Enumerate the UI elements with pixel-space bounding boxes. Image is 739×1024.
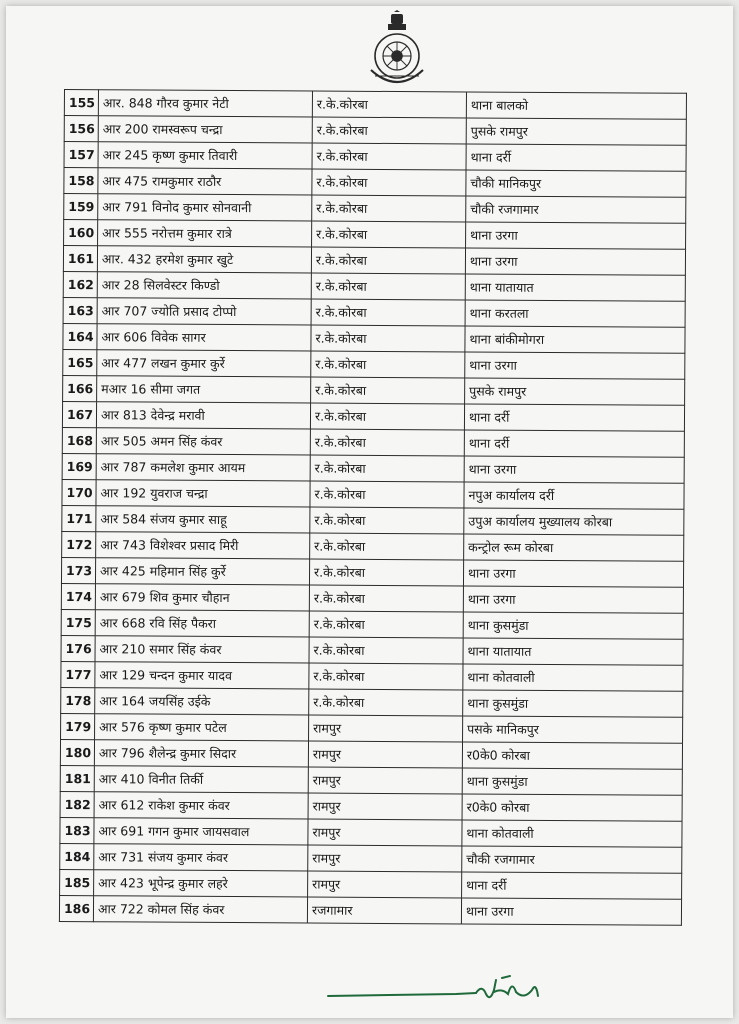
table-row	[62, 453, 684, 483]
serial-number-cell: 182	[60, 791, 94, 817]
from-location-cell: रामपुर	[308, 871, 462, 898]
from-location-cell: र.के.कोरबा	[311, 377, 465, 404]
serial-number-cell: 162	[63, 271, 97, 297]
serial-number-cell: 178	[61, 687, 95, 713]
serial-number-cell: 181	[60, 765, 94, 791]
to-location-cell: र0के0 कोरबा	[462, 742, 682, 769]
table-row	[64, 168, 686, 198]
name-cell: आर 210 समार सिंह कंवर	[95, 636, 309, 663]
serial-number-cell: 176	[61, 635, 95, 661]
table-row	[62, 531, 684, 561]
to-location-cell: पसके मानिकपुर	[463, 716, 683, 743]
from-location-cell: रामपुर	[309, 715, 463, 742]
name-cell: आर 707 ज्योति प्रसाद टोप्पो	[97, 298, 311, 325]
table-row	[60, 739, 682, 769]
from-location-cell: र.के.कोरबा	[310, 455, 464, 482]
table-row	[61, 713, 683, 743]
serial-number-cell: 161	[63, 246, 97, 272]
to-location-cell: थाना कुसमुंडा	[462, 768, 682, 795]
table-row	[64, 194, 686, 224]
to-location-cell: कन्ट्रोल रूम कोरबा	[464, 534, 684, 561]
to-location-cell: थाना उरगा	[465, 352, 685, 379]
name-cell: मआर 16 सीमा जगत	[97, 376, 311, 403]
table-row	[61, 583, 683, 613]
serial-number-cell: 170	[62, 479, 96, 505]
table-row	[62, 505, 684, 535]
to-location-cell: उपुअ कार्यालय मुख्यालय कोरबा	[464, 508, 684, 535]
from-location-cell: रामपुर	[308, 793, 462, 820]
from-location-cell: र.के.कोरबा	[309, 663, 463, 690]
name-cell: आर 28 सिलवेस्टर किण्डो	[97, 272, 311, 299]
serial-number-cell: 155	[64, 90, 98, 116]
name-cell: आर 555 नरोत्तम कुमार रात्रे	[98, 220, 312, 247]
from-location-cell: र.के.कोरबा	[311, 351, 465, 378]
serial-number-cell: 169	[62, 453, 96, 479]
name-cell: आर 477 लखन कुमार कुर्रे	[97, 350, 311, 377]
to-location-cell: थाना दर्री	[466, 144, 686, 171]
to-location-cell: थाना कुसमुंडा	[463, 690, 683, 717]
table-row	[64, 142, 686, 172]
name-cell: आर 787 कमलेश कुमार आयम	[96, 454, 310, 481]
from-location-cell: र.के.कोरबा	[310, 429, 464, 456]
from-location-cell: रामपुर	[308, 819, 462, 846]
from-location-cell: र.के.कोरबा	[309, 689, 463, 716]
serial-number-cell: 173	[61, 557, 95, 583]
serial-number-cell: 156	[64, 116, 98, 142]
serial-number-cell: 185	[60, 869, 94, 895]
to-location-cell: थाना उरगा	[465, 248, 685, 275]
table-row	[64, 90, 686, 120]
name-cell: आर 425 महिमान सिंह कुर्रे	[95, 558, 309, 585]
serial-number-cell: 168	[62, 427, 96, 453]
to-location-cell: थाना यातायात	[465, 274, 685, 301]
name-cell: आर 679 शिव कुमार चौहान	[95, 584, 309, 611]
to-location-cell: नपुअ कार्यालय दर्री	[464, 482, 684, 509]
table-row	[59, 895, 681, 925]
serial-number-cell: 157	[64, 142, 98, 168]
name-cell: आर 731 संजय कुमार कंवर	[94, 844, 308, 871]
name-cell: आर 813 देवेन्द्र मरावी	[96, 402, 310, 429]
to-location-cell: थाना दर्री	[462, 872, 682, 899]
serial-number-cell: 175	[61, 609, 95, 635]
serial-number-cell: 172	[62, 531, 96, 557]
table-row	[61, 687, 683, 717]
name-cell: आर 475 रामकुमार राठौर	[98, 168, 312, 195]
to-location-cell: चौकी मानिकपुर	[466, 170, 686, 197]
serial-number-cell: 171	[62, 505, 96, 531]
from-location-cell: र.के.कोरबा	[312, 169, 466, 196]
from-location-cell: र.के.कोरबा	[312, 221, 466, 248]
table-row	[62, 479, 684, 509]
name-cell: आर 505 अमन सिंह कंवर	[96, 428, 310, 455]
from-location-cell: र.के.कोरबा	[310, 533, 464, 560]
table-row	[61, 557, 683, 587]
table-row	[61, 635, 683, 665]
table-row	[63, 297, 685, 327]
to-location-cell: पुसके रामपुर	[466, 118, 686, 145]
serial-number-cell: 159	[64, 194, 98, 220]
table-row	[60, 791, 682, 821]
from-location-cell: र.के.कोरबा	[311, 325, 465, 352]
signature-icon	[326, 966, 556, 1016]
serial-number-cell: 166	[63, 375, 97, 401]
from-location-cell: र.के.कोरबा	[309, 637, 463, 664]
table-row	[61, 609, 683, 639]
roster-table	[59, 89, 687, 926]
to-location-cell: थाना उरगा	[466, 222, 686, 249]
name-cell: आर 576 कृष्ण कुमार पटेल	[95, 714, 309, 741]
from-location-cell: रामपुर	[308, 767, 462, 794]
name-cell: आर 606 विवेक सागर	[97, 324, 311, 351]
from-location-cell: र.के.कोरबा	[312, 91, 466, 118]
from-location-cell: र.के.कोरबा	[311, 299, 465, 326]
name-cell: आर 691 गगन कुमार जायसवाल	[94, 818, 308, 845]
name-cell: आर 410 विनीत तिर्की	[94, 766, 308, 793]
name-cell: आर 164 जयसिंह उईके	[95, 688, 309, 715]
serial-number-cell: 163	[63, 297, 97, 323]
serial-number-cell: 174	[61, 583, 95, 609]
from-location-cell: रामपुर	[308, 741, 462, 768]
table-row	[60, 817, 682, 847]
from-location-cell: र.के.कोरबा	[309, 611, 463, 638]
name-cell: आर 612 राकेश कुमार कंवर	[94, 792, 308, 819]
name-cell: आर 791 विनोद कुमार सोनवानी	[98, 194, 312, 221]
from-location-cell: र.के.कोरबा	[312, 195, 466, 222]
table-row	[63, 246, 685, 276]
serial-number-cell: 164	[63, 323, 97, 349]
table-row	[63, 271, 685, 301]
name-cell: आर 668 रवि सिंह पैकरा	[95, 610, 309, 637]
serial-number-cell: 179	[61, 713, 95, 739]
serial-number-cell: 183	[60, 817, 94, 843]
serial-number-cell: 184	[60, 843, 94, 869]
name-cell: आर 722 कोमल सिंह कंवर	[93, 896, 307, 923]
serial-number-cell: 177	[61, 661, 95, 687]
serial-number-cell: 186	[59, 895, 93, 921]
to-location-cell: थाना बालको	[466, 92, 686, 119]
to-location-cell: थाना उरगा	[464, 456, 684, 483]
to-location-cell: थाना कोतवाली	[462, 820, 682, 847]
table-row	[63, 323, 685, 353]
to-location-cell: थाना बांकीमोगरा	[465, 326, 685, 353]
name-cell: आर. 848 गौरव कुमार नेटी	[98, 90, 312, 117]
name-cell: आर 423 भूपेन्द्र कुमार लहरे	[94, 870, 308, 897]
from-location-cell: र.के.कोरबा	[310, 507, 464, 534]
to-location-cell: थाना यातायात	[463, 638, 683, 665]
to-location-cell: थाना कुसमुंडा	[463, 612, 683, 639]
from-location-cell: र.के.कोरबा	[309, 585, 463, 612]
serial-number-cell: 160	[64, 220, 98, 246]
serial-number-cell: 165	[63, 349, 97, 375]
name-cell: आर 200 रामस्वरूप चन्द्रा	[98, 116, 312, 143]
to-location-cell: थाना उरगा	[463, 560, 683, 587]
from-location-cell: र.के.कोरबा	[312, 117, 466, 144]
table-row	[63, 375, 685, 405]
serial-number-cell: 180	[60, 739, 94, 765]
table-row	[61, 661, 683, 691]
table-row	[60, 843, 682, 873]
name-cell: आर. 432 हरमेश कुमार खुटे	[97, 246, 311, 273]
name-cell: आर 743 विशेश्वर प्रसाद मिरी	[96, 532, 310, 559]
to-location-cell: थाना कोतवाली	[463, 664, 683, 691]
to-location-cell: चौकी रजगामार	[462, 846, 682, 873]
name-cell: आर 245 कृष्ण कुमार तिवारी	[98, 142, 312, 169]
name-cell: आर 192 युवराज चन्द्रा	[96, 480, 310, 507]
from-location-cell: रामपुर	[308, 845, 462, 872]
name-cell: आर 129 चन्दन कुमार यादव	[95, 662, 309, 689]
table-row	[63, 349, 685, 379]
to-location-cell: पुसके रामपुर	[465, 378, 685, 405]
to-location-cell: थाना उरगा	[463, 586, 683, 613]
name-cell: आर 584 संजय कुमार साहू	[96, 506, 310, 533]
table-row	[60, 869, 682, 899]
from-location-cell: र.के.कोरबा	[310, 403, 464, 430]
serial-number-cell: 158	[64, 168, 98, 194]
police-emblem-icon	[361, 10, 433, 94]
from-location-cell: र.के.कोरबा	[311, 273, 465, 300]
from-location-cell: र.के.कोरबा	[312, 143, 466, 170]
table-row	[62, 401, 684, 431]
table-row	[60, 765, 682, 795]
to-location-cell: थाना दर्री	[464, 430, 684, 457]
table-row	[64, 220, 686, 250]
to-location-cell: थाना दर्री	[464, 404, 684, 431]
from-location-cell: र.के.कोरबा	[310, 481, 464, 508]
to-location-cell: चौकी रजगामार	[466, 196, 686, 223]
from-location-cell: रजगामार	[307, 897, 461, 924]
to-location-cell: थाना करतला	[465, 300, 685, 327]
from-location-cell: र.के.कोरबा	[311, 247, 465, 274]
to-location-cell: र0के0 कोरबा	[462, 794, 682, 821]
from-location-cell: र.के.कोरबा	[309, 559, 463, 586]
table-row	[62, 427, 684, 457]
table-row	[64, 116, 686, 146]
name-cell: आर 796 शैलेन्द्र कुमार सिदार	[94, 740, 308, 767]
to-location-cell: थाना उरगा	[461, 898, 681, 925]
serial-number-cell: 167	[62, 401, 96, 427]
